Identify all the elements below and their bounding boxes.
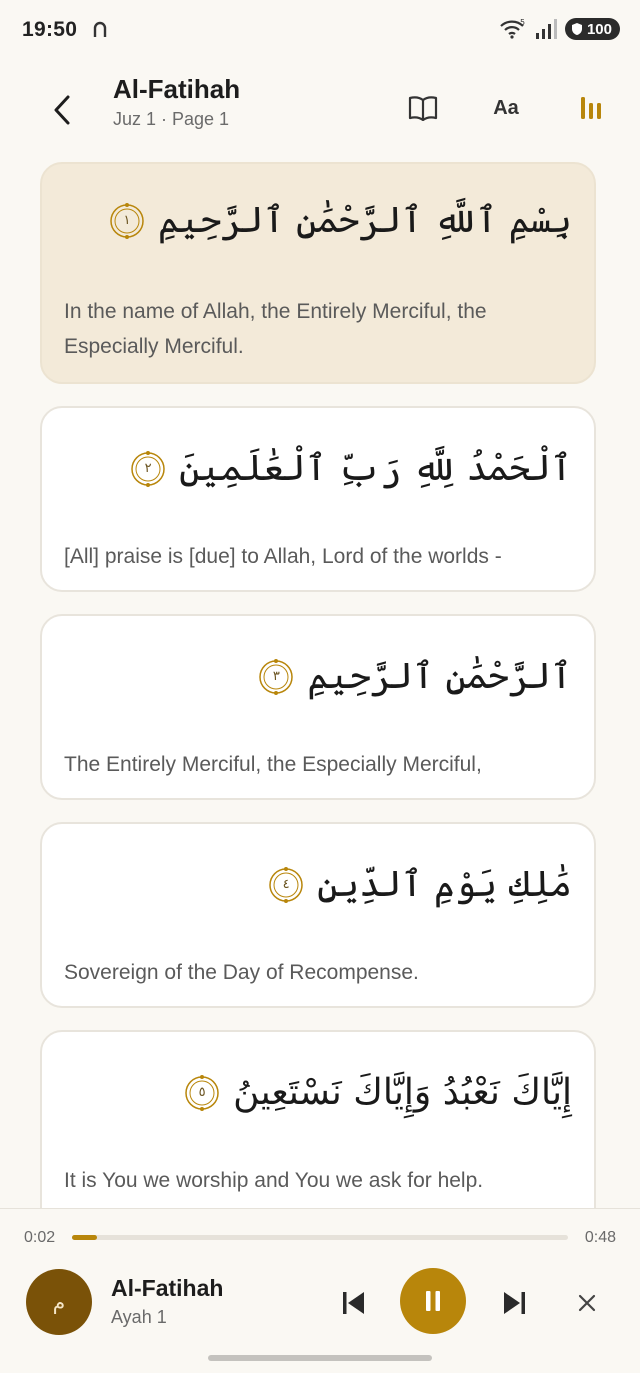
title-block [113,74,240,130]
ayah-number-icon [108,202,146,240]
ayah-arabic-text: مَٰلِكِ يَوْمِ ٱلدِّينِ [317,864,572,905]
total-time: 0:48 [584,1229,616,1246]
audio-player [0,1208,640,1373]
ayah-card[interactable] [40,1030,596,1210]
skip-previous-icon [340,1290,368,1316]
reader-header [0,62,640,152]
home-indicator[interactable] [208,1355,432,1361]
ayah-translation: It is You we worship and You we ask for help. [64,1169,484,1192]
page-title: Al-Fatihah [113,74,241,104]
player-title: Al-Fatihah [111,1275,224,1301]
ayah-translation: [All] praise is [due] to Allah, Lord of the worlds - [64,545,502,568]
reciter-avatar [26,1269,92,1335]
player-subtitle: Ayah 1 [111,1307,167,1327]
ayah-number-icon [257,658,295,696]
notification-icon [93,20,107,38]
battery-icon [565,18,620,40]
back-arrow-icon [52,94,72,126]
font-size-button[interactable] [486,88,526,128]
ayah-number: ٥ [198,1085,206,1100]
close-icon [578,1294,596,1312]
ayah-number: ١ [123,213,131,228]
status-icons [499,18,620,40]
wifi-icon [499,18,527,40]
previous-button[interactable] [334,1283,374,1323]
pause-icon [423,1289,443,1313]
ayah-number-icon [129,450,167,488]
ayah-translation: In the name of Allah, the Entirely Merciful, the Especially Merciful. [64,300,487,358]
battery-shield-icon [571,22,583,36]
ayah-arabic-row [257,656,572,697]
battery-level: 100 [586,20,612,38]
ayah-card[interactable] [40,406,596,592]
status-bar [0,0,640,62]
ayah-arabic-row [183,1072,572,1113]
ayah-number-icon [267,866,305,904]
audio-bars-icon [579,95,603,121]
ayah-card[interactable] [40,162,596,384]
font-size-icon: Aa [493,96,519,119]
ayah-card[interactable] [40,822,596,1008]
book-icon [408,95,438,121]
ayah-arabic-row [129,448,572,489]
svg-text:5: 5 [519,18,526,27]
ayah-number: ٢ [144,461,152,476]
ayah-arabic-text: بِسْمِ ٱللَّهِ ٱلرَّحْمَٰنِ ٱلرَّحِيمِ [157,200,572,241]
signal-icon [535,18,557,40]
back-button[interactable] [44,86,80,134]
skip-next-icon [500,1290,528,1316]
ayah-arabic-row [108,200,572,241]
next-button[interactable] [494,1283,534,1323]
ayah-arabic-text: ٱلرَّحْمَٰنِ ٱلرَّحِيمِ [307,656,572,697]
ayah-arabic-text: ٱلْحَمْدُ لِلَّهِ رَبِّ ٱلْعَٰلَمِينَ [179,448,572,489]
audio-button[interactable] [571,88,611,128]
ayah-translation: Sovereign of the Day of Recompense. [64,961,419,984]
status-time: 19:50 [22,18,78,41]
pause-button[interactable] [400,1268,466,1334]
ayah-number: ٤ [282,877,290,892]
ayah-arabic-row [267,864,572,905]
ayah-translation: The Entirely Merciful, the Especially Merciful, [64,753,482,776]
ayah-number-icon [183,1074,221,1112]
ayah-list[interactable] [40,162,600,1210]
ayah-arabic-text: إِيَّاكَ نَعْبُدُ وَإِيَّاكَ نَسْتَعِينُ [233,1072,572,1113]
progress-slider[interactable] [72,1235,568,1240]
progress-fill [72,1235,97,1240]
avatar-letter: م [52,1290,66,1314]
close-player-button[interactable] [567,1283,607,1323]
ayah-number: ٣ [272,669,280,684]
page-subtitle: Juz 1 · Page 1 [113,109,230,129]
ayah-card[interactable] [40,614,596,800]
current-time: 0:02 [24,1229,56,1246]
mushaf-view-button[interactable] [403,88,443,128]
